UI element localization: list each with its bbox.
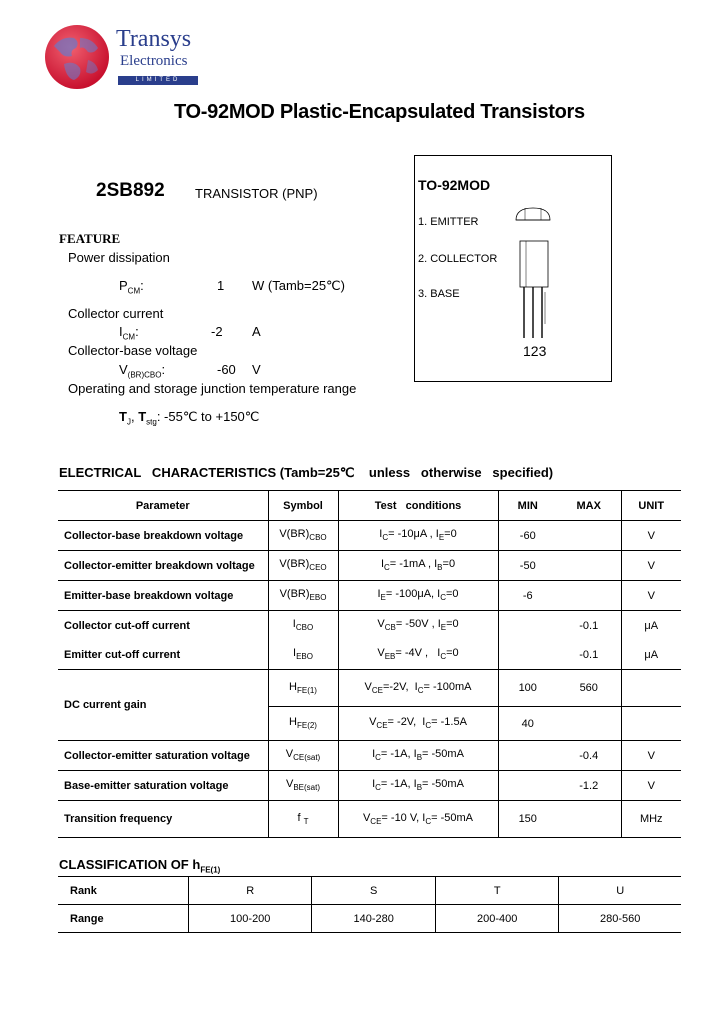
table-row: [58, 771, 681, 801]
classification-table: [58, 876, 681, 933]
icm-unit: A: [252, 324, 261, 339]
max-cell: [557, 551, 621, 581]
unit-cell: [621, 707, 681, 741]
vcbo-value: -60: [217, 362, 236, 377]
max-cell: -0.1: [579, 648, 599, 661]
unit-cell: μA: [621, 611, 681, 641]
symbol-cell: $V(BR)_{CBO}$: [268, 521, 338, 551]
conditions-cell: $I_C= -1A$, $I_B= -50mA$: [338, 771, 498, 801]
unit-cell: μA: [621, 640, 681, 670]
electrical-characteristics-table: [58, 490, 681, 838]
conditions-cell: $V_{CB}= -50V$ , $I_E=0$: [338, 611, 498, 641]
pin-2-label: 2. COLLECTOR: [418, 253, 498, 265]
unit-cell: V: [621, 521, 681, 551]
header-max: MAX: [576, 499, 601, 512]
pin-3-label: 3. BASE: [418, 288, 460, 300]
min-cell: -6: [498, 581, 557, 611]
temperature-range: -55℃ to +150℃: [164, 409, 260, 424]
pcm-symbol: $P_{CM}$:: [119, 278, 144, 296]
unit-cell: [621, 670, 681, 707]
param-cell: Base-emitter saturation voltage: [64, 779, 229, 792]
logo-company-name: Transys: [116, 26, 192, 52]
max-cell: [557, 707, 621, 741]
pcm-value: 1: [217, 278, 225, 293]
collector-current-label: Collector current: [68, 306, 164, 321]
symbol-cell: $V(BR)_{CEO}$: [268, 551, 338, 581]
symbol-cell: $H_{FE(1)}$: [268, 670, 338, 707]
header-symbol: Symbol: [268, 491, 338, 521]
icm-value: -2: [211, 324, 223, 339]
conditions-cell: $I_C= -1A$, $I_B= -50mA$: [338, 741, 498, 771]
part-number: 2SB892: [96, 180, 165, 201]
unit-cell: V: [621, 551, 681, 581]
min-cell: 100: [498, 670, 557, 707]
logo-tag: LIMITED: [118, 76, 198, 85]
conditions-cell: $V_{CE}= -10$ V, $I_C= -50mA$: [338, 801, 498, 838]
table-row: [58, 640, 681, 670]
min-cell: [498, 741, 557, 771]
param-cell: Transition frequency: [64, 813, 173, 825]
table-row: [58, 741, 681, 771]
conditions-cell: $I_C= -10\mu A$ , $I_E=0$: [338, 521, 498, 551]
table-row: [58, 670, 681, 707]
table-row: [58, 611, 681, 641]
min-cell: [498, 771, 557, 801]
icm-symbol: $I_{CM}$:: [119, 324, 139, 342]
symbol-cell: $I_{EBO}$: [268, 640, 338, 670]
max-cell: [557, 521, 621, 551]
min-cell: 40: [498, 707, 557, 741]
min-cell: [498, 640, 557, 670]
param-cell: Emitter cut-off current: [64, 648, 181, 661]
rank-cell: R: [189, 877, 312, 905]
conditions-cell: $I_C= -1mA$ , $I_B=0$: [338, 551, 498, 581]
vcbo-symbol: $V_{(BR)CBO}$:: [119, 362, 166, 380]
max-cell: -0.1: [579, 619, 599, 632]
table-row: [58, 801, 681, 838]
classification-heading: [59, 857, 220, 875]
rank-label: Rank: [70, 884, 97, 897]
conditions-cell: $V_{CE}=-2V$, $I_C= -100mA$: [338, 670, 498, 707]
package-drawing: [508, 204, 558, 344]
table-header-row: [58, 491, 681, 521]
param-cell: DC current gain: [64, 699, 147, 711]
max-cell: -0.4: [579, 749, 599, 762]
vcbo-unit: V: [252, 362, 261, 377]
max-cell: -1.2: [579, 779, 599, 792]
unit-cell: V: [621, 771, 681, 801]
header-conditions: Test conditions: [338, 491, 498, 521]
min-cell: -60: [498, 521, 557, 551]
classification-heading-sub: FE(1): [200, 865, 221, 875]
unit-cell: MHz: [621, 801, 681, 838]
range-cell: 100-200: [189, 905, 312, 933]
min-cell: -50: [498, 551, 557, 581]
company-logo-globe: [44, 24, 110, 90]
symbol-cell: $V_{CE(sat)}$: [268, 741, 338, 771]
header-parameter: Parameter: [135, 499, 190, 512]
conditions-cell: $V_{EB}= -4V$ , $I_C=0$: [338, 640, 498, 670]
ec-heading: ELECTRICAL CHARACTERISTICS (Tamb=25℃ unless otherwise specified): [59, 465, 554, 480]
rank-cell: U: [559, 877, 681, 905]
range-cell: 200-400: [435, 905, 558, 933]
range-cell: 140-280: [312, 905, 435, 933]
rank-cell: T: [435, 877, 558, 905]
range-cell: 280-560: [559, 905, 681, 933]
pcm-unit: W (Tamb=25℃): [252, 278, 345, 293]
classification-heading-text: CLASSIFICATION OF h: [59, 857, 201, 872]
rank-row: [58, 877, 681, 905]
max-cell: [557, 581, 621, 611]
table-row: [58, 551, 681, 581]
part-type: TRANSISTOR (PNP): [195, 186, 318, 201]
package-title: TO-92MOD: [418, 177, 491, 193]
range-label: Range: [70, 912, 104, 925]
power-dissipation-label: Power dissipation: [68, 250, 170, 265]
cb-voltage-label: Collector-base voltage: [68, 343, 198, 358]
rank-cell: S: [312, 877, 435, 905]
conditions-cell: $V_{CE}= -2V$, $I_C= -1.5A$: [338, 707, 498, 741]
min-cell: [498, 611, 557, 641]
table-row: [58, 581, 681, 611]
symbol-cell: $V_{BE(sat)}$: [268, 771, 338, 801]
document-title: TO-92MOD Plastic-Encapsulated Transistors: [174, 101, 585, 123]
table-row: [58, 521, 681, 551]
symbol-cell: f $_T$: [268, 801, 338, 838]
symbol-cell: $H_{FE(2)}$: [268, 707, 338, 741]
conditions-cell: $I_E= -100\mu A$, $I_C=0$: [338, 581, 498, 611]
symbol-cell: $I_{CBO}$: [268, 611, 338, 641]
unit-cell: V: [621, 581, 681, 611]
param-cell: Collector-emitter breakdown voltage: [64, 559, 255, 572]
param-cell: Emitter-base breakdown voltage: [64, 589, 234, 602]
unit-cell: V: [621, 741, 681, 771]
param-cell: Collector-emitter saturation voltage: [64, 749, 250, 762]
feature-heading: FEATURE: [59, 231, 121, 246]
symbol-cell: $V(BR)_{EBO}$: [268, 581, 338, 611]
range-row: [58, 905, 681, 933]
pin-numbers: 123: [523, 343, 547, 359]
temperature-label: Operating and storage junction temperature range: [68, 381, 357, 396]
header-min: MIN: [498, 491, 557, 521]
max-cell: [557, 801, 621, 838]
logo-division-name: Electronics: [120, 53, 188, 69]
param-cell: Collector-base breakdown voltage: [64, 529, 244, 542]
header-unit: UNIT: [621, 491, 681, 521]
min-cell: 150: [498, 801, 557, 838]
max-cell: 560: [557, 670, 621, 707]
param-cell: Collector cut-off current: [64, 619, 190, 632]
temperature-symbol: $T_J$, $T_{stg}$: -55℃ to +150℃: [119, 409, 260, 427]
pin-1-label: 1. EMITTER: [418, 216, 479, 228]
